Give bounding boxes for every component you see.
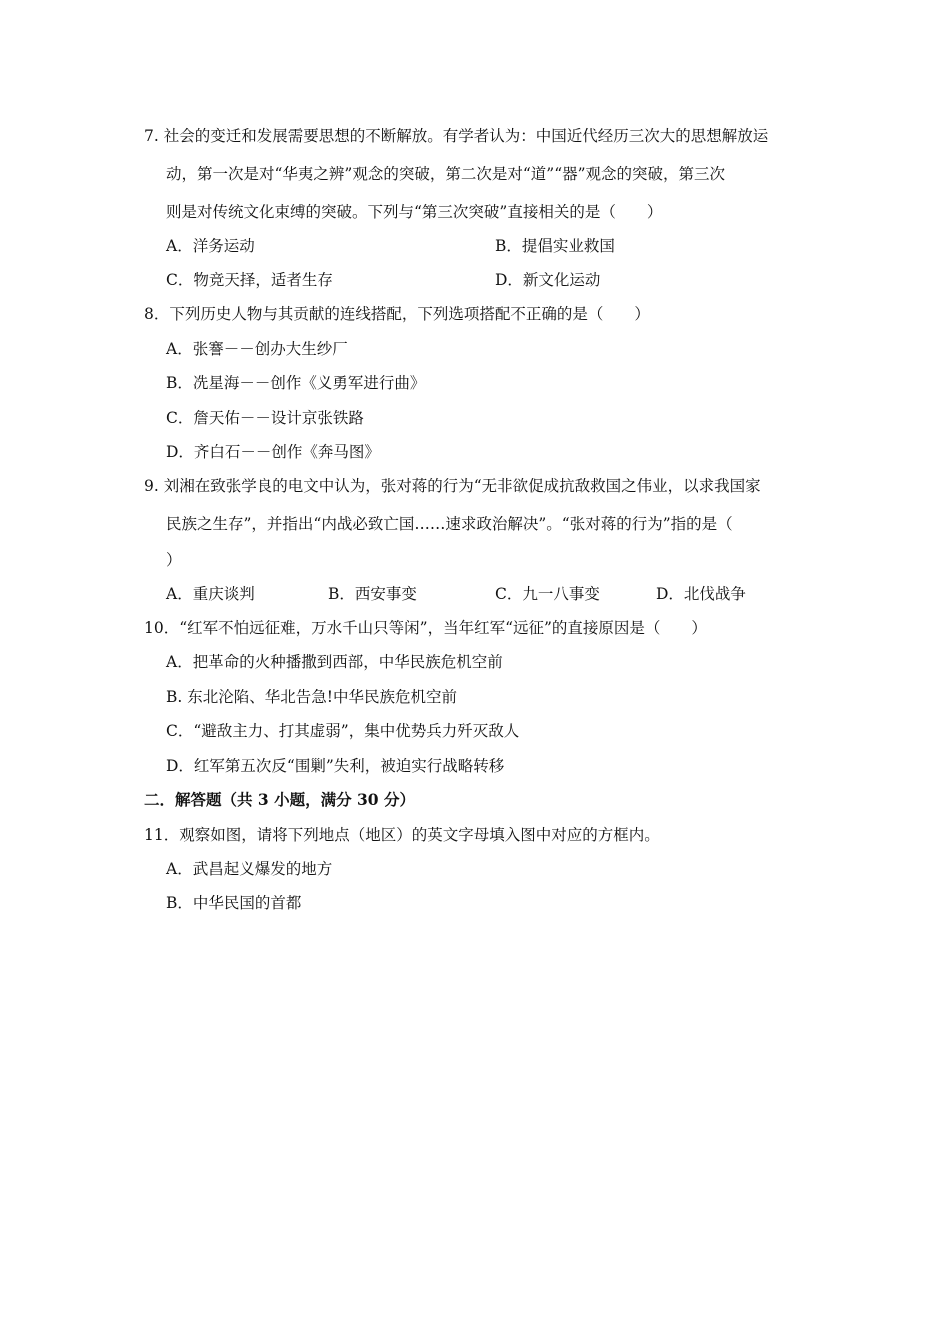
q10-stem: 10．“红军不怕远征难，万水千山只等闲”，当年红军“远征”的直接原因是（ ） [144,619,707,637]
q7-stem-line-2: 动，第一次是对“华夷之辨”观念的突破，第二次是对“道”“器”观念的突破，第三次 [166,165,726,183]
q10-option-a: A．把革命的火种播撒到西部，中华民族危机空前 [166,653,503,671]
q9-option-a: A．重庆谈判 [166,585,255,603]
q9-stem-line-1: 9. 刘湘在致张学良的电文中认为，张对蒋的行为“无非欲促成抗敌救国之伟业，以求我国家 [144,477,761,495]
q7-stem-line-1: 7. 社会的变迁和发展需要思想的不断解放。有学者认为：中国近代经历三次大的思想解放运 [144,127,769,145]
q8-option-d: D．齐白石－－创作《奔马图》 [166,443,380,461]
q9-stem-line-2: 民族之生存”，并指出“内战必致亡国……速求政治解决”。“张对蒋的行为”指的是（ [166,515,733,533]
q7-option-b: B．提倡实业救国 [495,237,615,255]
q10-option-d: D．红军第五次反“围剿”失利，被迫实行战略转移 [166,757,505,775]
q11-stem: 11．观察如图，请将下列地点（地区）的英文字母填入图中对应的方框内。 [144,826,660,844]
q9-option-b: B．西安事变 [328,585,417,603]
section-heading: 二．解答题（共 3 小题，满分 30 分） [144,790,415,809]
q7-stem-line-3: 则是对传统文化束缚的突破。下列与“第三次突破”直接相关的是（ ） [166,203,663,221]
q8-option-a: A．张謇－－创办大生纱厂 [166,340,348,358]
q9-option-c: C．九一八事变 [495,585,600,603]
q7-option-a: A．洋务运动 [166,237,255,255]
q8-stem: 8．下列历史人物与其贡献的连线搭配，下列选项搭配不正确的是（ ） [144,305,650,323]
q10-option-b: B. 东北沦陷、华北告急!中华民族危机空前 [166,688,457,706]
q9-option-d: D．北伐战争 [656,585,746,603]
q7-option-d: D．新文化运动 [495,271,601,289]
q8-option-b: B．冼星海－－创作《义勇军进行曲》 [166,374,426,392]
q9-stem-line-3: ） [166,551,182,569]
q7-option-c: C．物竞天择，适者生存 [166,271,333,289]
q11-option-a: A．武昌起义爆发的地方 [166,860,333,878]
q10-option-c: C．“避敌主力、打其虚弱”，集中优势兵力歼灭敌人 [166,722,520,740]
q11-option-b: B．中华民国的首都 [166,894,302,912]
q8-option-c: C．詹天佑－－设计京张铁路 [166,409,364,427]
